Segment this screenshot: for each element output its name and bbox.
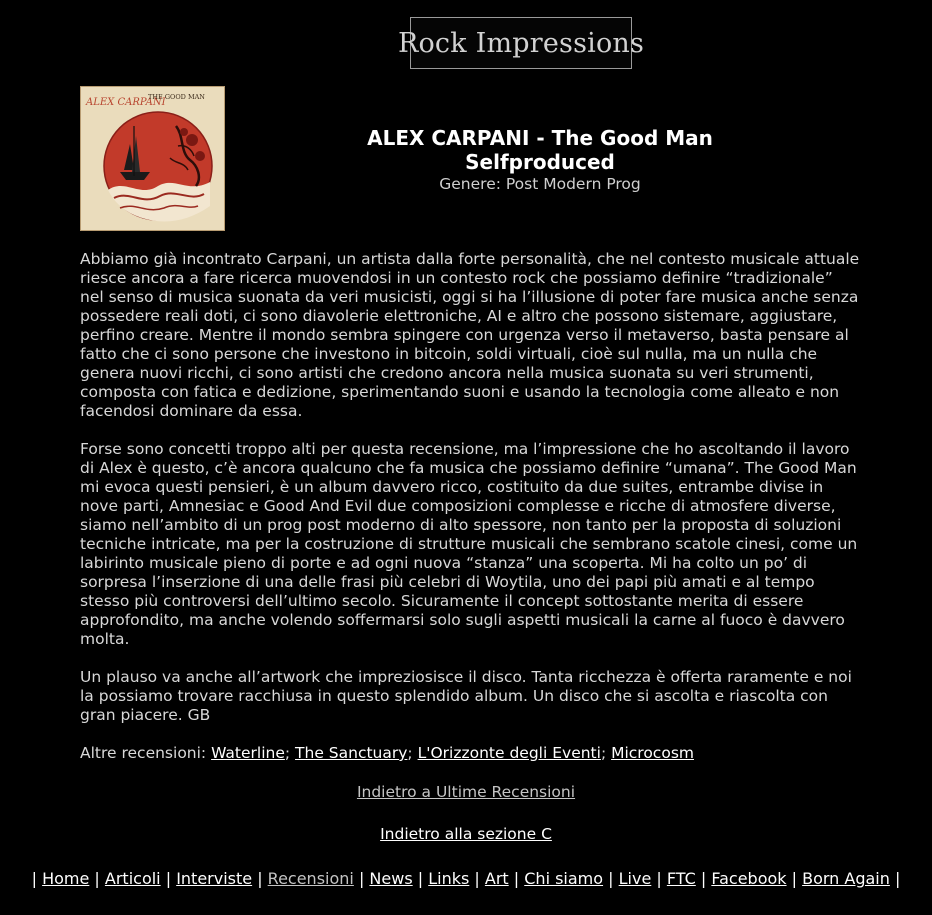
footer-link-ftc[interactable]: FTC	[666, 869, 696, 888]
back-to-section-c-link[interactable]: Indietro alla sezione C	[380, 825, 552, 843]
footer-link-chi-siamo[interactable]: Chi siamo	[524, 869, 604, 888]
site-logo-text: Rock Impressions	[397, 27, 645, 59]
cover-artist-text: ALEX CARPANI	[86, 97, 166, 108]
footer-link-articoli[interactable]: Articoli	[104, 869, 161, 888]
review-body	[80, 250, 860, 763]
cover-album-text: THE GOOD MAN	[148, 93, 205, 101]
album-cover-art	[80, 86, 225, 231]
footer-link-news[interactable]: News	[369, 869, 413, 888]
site-logo[interactable]	[397, 17, 645, 69]
other-review-link-microcosm[interactable]: Microcosm	[611, 744, 694, 762]
footer-link-home[interactable]: Home	[42, 869, 90, 888]
other-review-link-the-sanctuary[interactable]: The Sanctuary	[295, 744, 408, 762]
footer-link-interviste[interactable]: Interviste	[176, 869, 253, 888]
review-paragraph: Forse sono concetti troppo alti per questa recensione, ma l’impressione che ho ascoltando il lavoro di Alex è questo, c’è ancora qualcuno che fa musica che possiamo definire “umana”. The Good Man mi evoca questi pensieri, è un album davvero ricco, costituito da due suites, entrambe divise in nove parti, Amnesiac e Good And Evil due composizioni complesse e ricche di atmosfere diverse, siamo nell’ambito di un prog post moderno di alto spessore, non tanto per la proposta di soluzioni tecniche intricate, ma per la costruzione di strutture musicali che sembrano scatole cinesi, come un labirinto musicale pieno di porte e ad ogni nuova “stanza” una scoperta. Mi ha colto un po’ di sorpresa l’inserzione di una delle frasi più celebri di Woytila, uno dei papi più amati e al tempo stesso più controversi dell’ultimo secolo. Sicuramente il concept sottostante merita di essere approfondito, ma anche volendo soffermarsi solo sugli aspetti musicali la carne al fuoco è davvero molta.	[80, 440, 858, 648]
other-review-link-waterline[interactable]: Waterline	[211, 744, 285, 762]
footer-nav: | Home | Articoli | Interviste | Recensioni | News | Links | Art | Chi siamo | Live | FTC | Facebook | Born Again |	[31, 869, 901, 888]
review-label: Selfproduced	[465, 150, 615, 174]
footer-link-live[interactable]: Live	[618, 869, 652, 888]
review-paragraph: Un plauso va anche all’artwork che impreziosisce il disco. Tanta ricchezza è offerta raramente e noi la possiamo trovare racchiusa in questo splendido album. Un disco che si ascolta e riascolta con gran piacere. GB	[80, 668, 852, 724]
review-genre: Genere: Post Modern Prog	[439, 175, 641, 193]
footer-link-art[interactable]: Art	[484, 869, 509, 888]
other-review-link-orizzonte[interactable]: L'Orizzonte degli Eventi	[417, 744, 601, 762]
album-cover	[80, 86, 225, 231]
back-to-latest-reviews-link[interactable]: Indietro a Ultime Recensioni	[356, 783, 576, 801]
review-title: ALEX CARPANI - The Good Man	[367, 126, 713, 150]
footer-link-recensioni[interactable]: Recensioni	[267, 869, 354, 888]
review-paragraph: Abbiamo già incontrato Carpani, un artista dalla forte personalità, che nel contesto musicale attuale riesce ancora a fare ricerca muovendosi in un contesto rock che possiamo definire “tradizionale” nel senso di musica suonata da veri musicisti, oggi si ha l’illusione di poter fare musica anche senza possedere reali doti, ci sono diavolerie elettroniche, AI e altro che possono sistemare, aggiustare, perfino creare. Mentre il mondo sembra spingere con urgenza verso il metaverso, basta pensare al fatto che ci sono persone che investono in bitcoin, soldi virtuali, cioè sul nulla, ma un nulla che genera nuovi ricchi, ci sono artisti che credono ancora nella musica suonata su veri strumenti, composta con fatica e dedizione, sperimentando suoni e usando la tecnologia come alleato e non facendosi dominare da essa.	[80, 250, 860, 420]
back-latest-container	[0, 783, 932, 802]
other-reviews: Altre recensioni: Waterline; The Sanctuary; L'Orizzonte degli Eventi; Microcosm	[80, 744, 694, 762]
footer-link-links[interactable]: Links	[428, 869, 470, 888]
back-section-container	[0, 825, 932, 844]
footer-link-born-again[interactable]: Born Again	[802, 869, 890, 888]
footer-link-facebook[interactable]: Facebook	[711, 869, 787, 888]
other-reviews-label: Altre recensioni:	[80, 744, 212, 762]
review-header	[300, 126, 780, 194]
